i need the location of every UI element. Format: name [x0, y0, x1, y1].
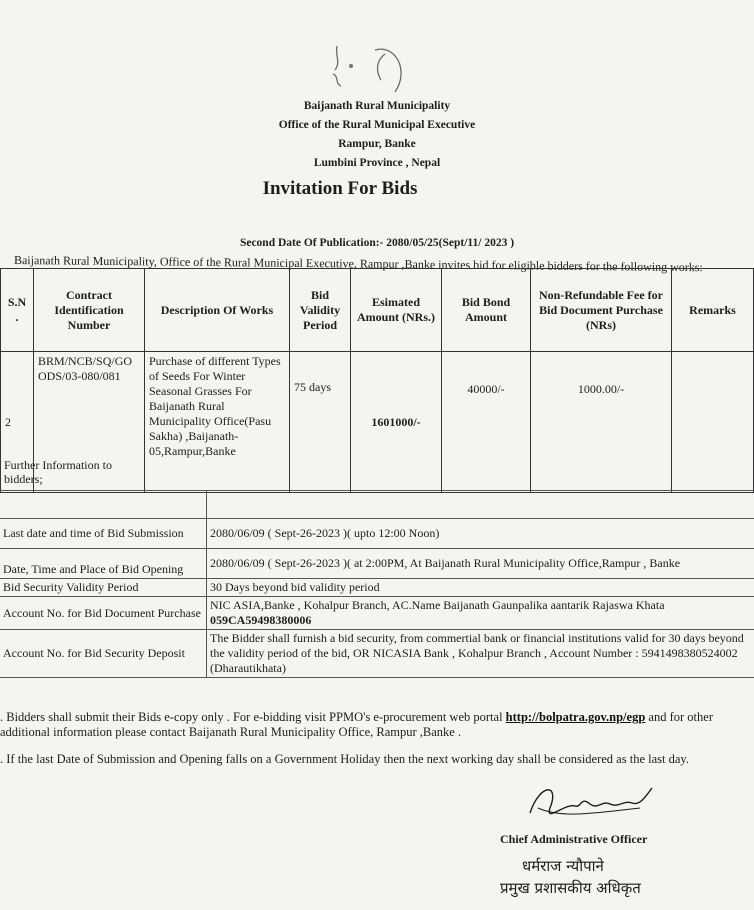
signature-mark-icon — [520, 778, 660, 828]
info-row — [0, 491, 754, 519]
column-header: Bid Bond Amount — [442, 269, 531, 352]
info-label: Account No. for Bid Document Purchase — [0, 597, 207, 630]
note-1-suffix: and for other — [648, 710, 713, 724]
signatory-name: धर्मराज न्यौपाने — [522, 857, 604, 875]
info-row — [0, 630, 754, 678]
cell-fee: 1000.00/- — [531, 352, 672, 493]
column-header: S.N . — [1, 269, 34, 352]
info-row — [0, 519, 754, 549]
letterhead-line: Baijanath Rural Municipality — [303, 100, 451, 112]
further-info-label: Further Information to bidders; — [4, 458, 112, 486]
note-1-line2: additional information please contact Baijanath Rural Municipality Office, Rampur ,Banke . — [0, 725, 462, 739]
info-row — [0, 579, 754, 597]
cell-sn: 2 — [1, 352, 34, 493]
note-2: . If the last Date of Submission and Opening falls on a Government Holiday then the next working day shall be considered as the last day. — [0, 752, 689, 766]
cell-remarks — [672, 352, 754, 493]
column-header: Esimated Amount (NRs.) — [351, 269, 442, 352]
letterhead-line: Rampur, Banke — [338, 138, 416, 150]
column-header: Non-Refundable Fee for Bid Document Purchase (NRs) — [531, 269, 672, 352]
note-1-text: . Bidders shall submit their Bids e-copy only . For e-bidding visit PPMO's e-procurement web portal — [0, 710, 503, 724]
signatory-title: प्रमुख प्रशासकीय अधिकृत — [500, 879, 641, 897]
column-header: Contract Identification Number — [34, 269, 145, 352]
column-header: Remarks — [672, 269, 754, 352]
letterhead — [0, 97, 754, 173]
cell-bid-bond: 40000/- — [442, 352, 531, 493]
signature-block — [500, 778, 700, 908]
letterhead-line: Office of the Rural Municipal Executive — [278, 119, 476, 131]
account-number: 059CA59498380006 — [210, 613, 312, 627]
info-label: Bid Security Validity Period — [0, 579, 207, 597]
letterhead-line: Lumbini Province , Nepal — [313, 157, 441, 169]
info-label: Account No. for Bid Security Deposit — [0, 630, 207, 678]
info-label: Date, Time and Place of Bid Opening — [0, 549, 207, 579]
document-title: Invitation For Bids — [262, 178, 418, 199]
info-value: 30 Days beyond bid validity period — [207, 579, 754, 597]
column-header: Bid Validity Period — [290, 269, 351, 352]
info-row — [0, 597, 754, 630]
cell-contract-id: BRM/NCB/SQ/GO ODS/03-080/081 — [34, 352, 145, 493]
note-1 — [0, 710, 754, 740]
info-table — [0, 490, 754, 678]
cell-description: Purchase of different Types of Seeds For Winter Seasonal Grasses For Baijanath Rural Municipality Office(Pasu Sakha) ,Baijanath-05,Rampur,Banke — [145, 352, 290, 493]
info-value: 2080/06/09 ( Sept-26-2023 )( upto 12:00 Noon) — [207, 519, 754, 549]
signatory-role: Chief Administrative Officer — [500, 832, 648, 846]
info-value: The Bidder shall furnish a bid security, from commertial bank or financial institutions valid for 30 days beyond the validity period of the bid, OR NICASIA Bank , Kohalpur Branch , Account Number : 5941498380524002 (Dharautikhata) — [207, 630, 754, 678]
column-header: Description Of Works — [145, 269, 290, 352]
publication-date: Second Date Of Publication:- 2080/05/25(Sept/11/ 2023 ) — [239, 237, 515, 249]
cell-validity: 75 days — [290, 352, 351, 493]
table-header-row — [1, 269, 754, 352]
intro-text: Baijanath Rural Municipality, Office of the Rural Municipal Executive, Rampur ,Banke invites bid for eligible bidders for the following works: — [13, 253, 703, 275]
info-label: Last date and time of Bid Submission — [0, 519, 207, 549]
egp-portal-link[interactable]: http://bolpatra.gov.np/egp — [505, 710, 646, 724]
info-value: 2080/06/09 ( Sept-26-2023 )( at 2:00PM, At Baijanath Rural Municipality Office,Rampur , Banke — [207, 549, 754, 579]
info-value: NIC ASIA,Banke , Kohalpur Branch, AC.Name Baijanath Gaunpalika aantarik Rajaswa Khata — [210, 598, 665, 612]
info-row — [0, 549, 754, 579]
cell-estimated-amount: 1601000/- — [351, 352, 442, 493]
municipality-emblem-icon — [315, 40, 410, 100]
